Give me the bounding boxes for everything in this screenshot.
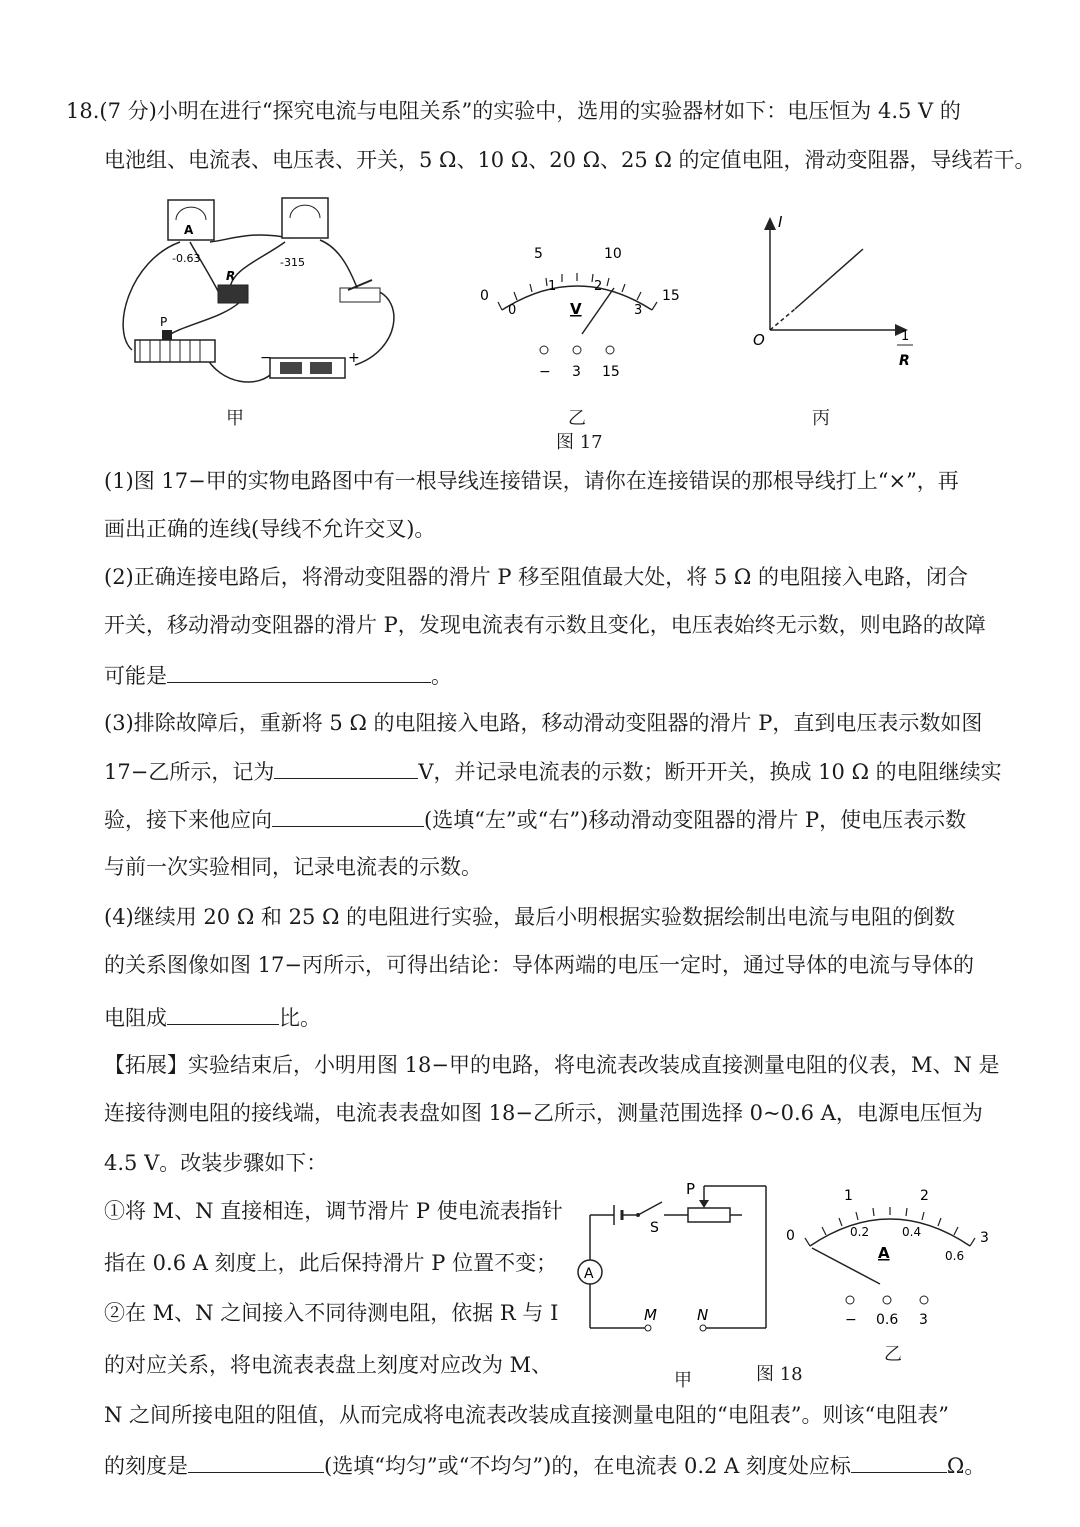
- ammeter-terminals: -0.63: [172, 252, 201, 265]
- figure17-jia-circuit: [110, 190, 400, 410]
- terminal-label-15: 15: [602, 364, 620, 380]
- terminal-n: [700, 1325, 706, 1331]
- dial-big-5: 5: [534, 246, 543, 262]
- ext-ohm-blank[interactable]: [851, 1450, 947, 1473]
- battery-cell-2: [310, 362, 332, 374]
- dial-arc: [810, 1219, 970, 1246]
- wire-r-v: [230, 242, 285, 290]
- q4-ratio-blank[interactable]: [167, 1002, 279, 1025]
- dial-small-0-2: 0.2: [850, 1225, 870, 1239]
- slider-label: P: [686, 1180, 696, 1198]
- q3-line-1: (3)排除故障后，重新将 5 Ω 的电阻接入电路，移动滑动变阻器的滑片 P，直到电压表示数如图: [104, 711, 983, 735]
- q2-answer-blank[interactable]: [167, 660, 431, 683]
- dial-big-3: 3: [980, 1230, 989, 1246]
- ext-line-9-prefix: 的刻度是: [104, 1454, 188, 1478]
- ext-step2-a: ②在 M、N 之间接入不同待测电阻，依据 R 与 I: [104, 1301, 559, 1325]
- figure17-yi-voltmeter: [462, 232, 692, 392]
- ext-step2-b: 的对应关系，将电流表表盘上刻度对应改为 M、: [104, 1353, 553, 1377]
- q3-line-2-suffix: V，并记录电流表的示数；断开开关，换成 10 Ω 的电阻继续实: [418, 760, 1002, 784]
- ext-step1-b: 指在 0.6 A 刻度上，此后保持滑片 P 位置不变；: [104, 1251, 558, 1275]
- wire-v-switch: [320, 240, 358, 290]
- ammeter-letter: A: [184, 223, 194, 237]
- fig17-yi-label: 乙: [568, 408, 586, 429]
- ammeter-letter: A: [584, 1266, 594, 1282]
- problem-line-1: 18.(7 分)小明在进行“探究电流与电阻关系”的实验中，选用的实验器材如下：电压恒为 4.5 V 的: [66, 99, 961, 123]
- q3-line-2-prefix: 17−乙所示，记为: [104, 760, 275, 784]
- battery-plus: +: [348, 350, 360, 366]
- switch-label: S: [650, 1220, 659, 1236]
- battery-cell-1: [280, 362, 302, 374]
- terminal-15: [606, 346, 614, 354]
- wire-r-rheostat: [165, 302, 240, 338]
- figure18-yi-ammeter: [780, 1180, 1000, 1340]
- slider-arrow: [699, 1200, 709, 1208]
- rheostat-slider: [162, 330, 172, 340]
- figure17-bing-graph: [745, 205, 925, 375]
- voltmeter-terminals: -315: [280, 256, 305, 269]
- ext-line-9-middle: (选填“均匀”或“不均匀”)的，在电流表 0.2 A 刻度处应标: [324, 1454, 851, 1478]
- terminal-m-label: M: [644, 1306, 657, 1324]
- ext-line-8: N 之间所接电阻的阻值，从而完成将电流表改装成直接测量电阻的“电阻表”。则该“电阻表”: [104, 1403, 949, 1427]
- y-axis-label: I: [778, 213, 783, 231]
- switch: [340, 288, 380, 302]
- dial-meter-letter: A: [878, 1244, 890, 1262]
- dial-big-0: 0: [786, 1228, 795, 1244]
- q3-line-3: [104, 804, 966, 835]
- voltmeter-body: [282, 198, 328, 238]
- fig17-caption: 图 17: [556, 432, 603, 453]
- fig18-caption: 图 18: [756, 1364, 803, 1385]
- dial-big-15: 15: [662, 288, 680, 304]
- terminal-label-3: 3: [572, 364, 581, 380]
- y-axis-arrow: [764, 217, 776, 230]
- dial-big-1: 1: [844, 1188, 853, 1204]
- dial-needle: [582, 288, 614, 334]
- terminal-3: [920, 1296, 928, 1304]
- dial-small-0: 0: [508, 303, 517, 318]
- q1-line-1: (1)图 17−甲的实物电路图中有一根导线连接错误，请你在连接错误的那根导线打上“×”，再: [104, 469, 959, 493]
- q2-line-3: [104, 660, 452, 691]
- q3-line-4: 与前一次实验相同，记录电流表的示数。: [104, 855, 482, 879]
- dial-ticks: [805, 1207, 975, 1246]
- q1-line-2: 画出正确的连线(导线不允许交叉)。: [104, 517, 436, 541]
- q4-line-1: (4)继续用 20 Ω 和 25 Ω 的电阻进行实验，最后小明根据实验数据绘制出电流与电阻的倒数: [104, 905, 956, 929]
- rheostat: [688, 1208, 730, 1222]
- ext-line-2: 连接待测电阻的接线端，电流表表盘如图 18−乙所示，测量范围选择 0~0.6 A，电源电压恒为: [104, 1101, 983, 1125]
- battery-minus: −: [260, 350, 272, 366]
- origin-label: O: [753, 331, 765, 349]
- ext-line-9-suffix: Ω。: [946, 1454, 986, 1478]
- terminal-neg: [846, 1296, 854, 1304]
- q4-line-3-suffix: 比。: [279, 1006, 321, 1030]
- figure18-jia-circuit: [570, 1180, 780, 1360]
- q3-voltage-blank[interactable]: [274, 756, 418, 779]
- dial-meter-letter: V: [570, 300, 582, 318]
- ext-step1-a: ①将 M、N 直接相连，调节滑片 P 使电流表指针: [104, 1199, 563, 1223]
- ext-scale-blank[interactable]: [188, 1450, 324, 1473]
- dial-needle: [812, 1248, 880, 1284]
- q3-line-3-prefix: 验，接下来他应向: [104, 808, 272, 832]
- dial-big-2: 2: [920, 1188, 929, 1204]
- terminal-0-6: [883, 1296, 891, 1304]
- dial-small-3: 3: [634, 303, 643, 318]
- q4-line-3-prefix: 电阻成: [104, 1006, 167, 1030]
- fig18-yi-label: 乙: [884, 1344, 902, 1365]
- q3-direction-blank[interactable]: [272, 804, 424, 827]
- fig18-jia-label: 甲: [674, 1370, 692, 1391]
- switch-blade: [638, 1202, 662, 1215]
- terminal-m: [645, 1325, 651, 1331]
- x-axis-num: 1: [901, 329, 910, 344]
- resistor-label: R: [226, 269, 236, 283]
- dial-small-1: 1: [548, 279, 557, 294]
- fig17-bing-label: 丙: [812, 408, 830, 429]
- wire-a-r: [190, 242, 220, 295]
- terminal-n-label: N: [697, 1306, 709, 1324]
- graph-line: [795, 249, 863, 309]
- ext-line-9: [104, 1450, 985, 1481]
- terminal-label-3: 3: [919, 1312, 928, 1328]
- q2-line-1: (2)正确连接电路后，将滑动变阻器的滑片 P 移至阻值最大处，将 5 Ω 的电阻接入电路，闭合: [104, 565, 969, 589]
- ext-line-1: 【拓展】实验结束后，小明用图 18−甲的电路，将电流表改装成直接测量电阻的仪表，M、N 是: [104, 1053, 1000, 1077]
- terminal-3: [573, 346, 581, 354]
- resistor: [218, 285, 248, 303]
- graph-dashed-segment: [770, 309, 795, 330]
- rheostat: [135, 340, 215, 362]
- dial-small-0-4: 0.4: [902, 1225, 922, 1239]
- dial-big-10: 10: [604, 246, 622, 262]
- wire-a-v: [210, 235, 290, 242]
- dial-big-0: 0: [480, 288, 489, 304]
- q4-line-2: 的关系图像如图 17−丙所示，可得出结论：导体两端的电压一定时，通过导体的电流与导体的: [104, 953, 974, 977]
- terminal-label-0-6: 0.6: [876, 1312, 899, 1328]
- dial-small-2: 2: [594, 279, 603, 294]
- q2-line-3-prefix: 可能是: [104, 664, 167, 688]
- q2-line-3-suffix: 。: [431, 664, 452, 688]
- problem-line-2: 电池组、电流表、电压表、开关，5 Ω、10 Ω、20 Ω、25 Ω 的定值电阻，滑动变阻器，导线若干。: [104, 148, 1036, 172]
- q3-line-3-suffix: (选填“左”或“右”)移动滑动变阻器的滑片 P，使电压表示数: [424, 808, 967, 832]
- terminal-neg: [540, 346, 548, 354]
- terminal-label-neg: −: [845, 1312, 857, 1328]
- q3-line-2: [104, 756, 1002, 787]
- ext-line-3: 4.5 V。改装步骤如下：: [104, 1151, 328, 1175]
- terminal-label-neg: −: [539, 364, 551, 380]
- q4-line-3: [104, 1002, 321, 1033]
- fig17-jia-label: 甲: [226, 408, 244, 429]
- dial-small-0-6: 0.6: [945, 1249, 965, 1263]
- rheostat-slider-label: P: [160, 315, 168, 329]
- q2-line-2: 开关，移动滑动变阻器的滑片 P，发现电流表有示数且变化，电压表始终无示数，则电路的故障: [104, 613, 986, 637]
- x-axis-den: R: [899, 353, 910, 369]
